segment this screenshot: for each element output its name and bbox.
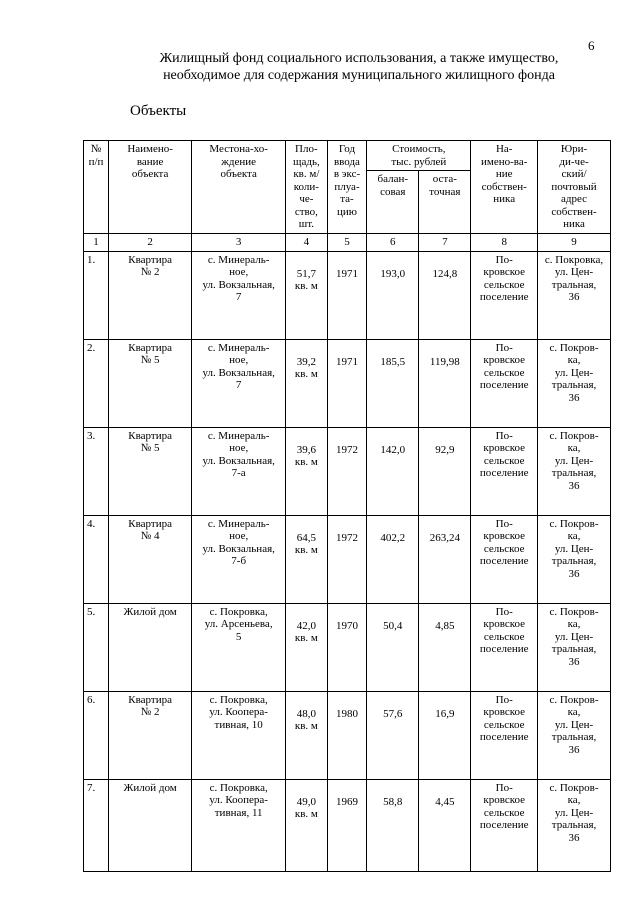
cost-residual: 119,98 [419, 339, 471, 427]
object-area: 49,0 кв. м [286, 779, 328, 871]
object-location: с. Минераль- ное, ул. Вокзальная, 7-б [192, 515, 286, 603]
row-index: 3. [84, 427, 109, 515]
owner-address: с. Покров- ка, ул. Цен- тральная, 36 [538, 779, 611, 871]
table-row [84, 515, 611, 603]
owner-name: По- кровское сельское поселение [471, 515, 538, 603]
header-address: Юри- ди-че- ский/ почтовый адрес собствен- ника [538, 141, 611, 234]
table-row [84, 427, 611, 515]
column-number: 6 [367, 233, 419, 251]
object-name: Квартира № 2 [108, 691, 191, 779]
object-year: 1980 [327, 691, 367, 779]
object-name: Квартира № 5 [108, 339, 191, 427]
owner-address: с. Покров- ка, ул. Цен- тральная, 36 [538, 603, 611, 691]
table-row [84, 339, 611, 427]
column-number: 7 [419, 233, 471, 251]
object-year: 1972 [327, 427, 367, 515]
object-area: 39,6 кв. м [286, 427, 328, 515]
object-area: 64,5 кв. м [286, 515, 328, 603]
page-number: 6 [588, 38, 595, 53]
object-year: 1971 [327, 339, 367, 427]
cost-residual: 4,85 [419, 603, 471, 691]
owner-name: По- кровское сельское поселение [471, 339, 538, 427]
owner-address: с. Покров- ка, ул. Цен- тральная, 36 [538, 427, 611, 515]
cost-book: 50,4 [367, 603, 419, 691]
cost-book: 142,0 [367, 427, 419, 515]
cost-book: 193,0 [367, 251, 419, 339]
document-title: Жилищный фонд социального использования, а также имущество, необходимое для содержания муниципального жилищного фонда [159, 51, 559, 83]
cost-residual: 4,45 [419, 779, 471, 871]
column-number: 9 [538, 233, 611, 251]
header-name: Наимено- вание объекта [108, 141, 191, 234]
header-location: Местона-хо- ждение объекта [192, 141, 286, 234]
object-area: 48,0 кв. м [286, 691, 328, 779]
object-year: 1972 [327, 515, 367, 603]
object-location: с. Покровка, ул. Коопера- тивная, 11 [192, 779, 286, 871]
owner-address: с. Покровка, ул. Цен- тральная, 36 [538, 251, 611, 339]
owner-name: По- кровское сельское поселение [471, 691, 538, 779]
object-year: 1971 [327, 251, 367, 339]
owner-name: По- кровское сельское поселение [471, 779, 538, 871]
owner-name: По- кровское сельское поселение [471, 427, 538, 515]
cost-book: 58,8 [367, 779, 419, 871]
objects-table [83, 140, 611, 872]
table-row [84, 691, 611, 779]
object-area: 42,0 кв. м [286, 603, 328, 691]
row-index: 2. [84, 339, 109, 427]
column-number-row [84, 233, 611, 251]
owner-name: По- кровское сельское поселение [471, 251, 538, 339]
cost-residual: 263,24 [419, 515, 471, 603]
owner-address: с. Покров- ка, ул. Цен- тральная, 36 [538, 691, 611, 779]
owner-address: с. Покров- ка, ул. Цен- тральная, 36 [538, 339, 611, 427]
header-owner: На- имено-ва- ние собствен- ника [471, 141, 538, 234]
table-header-row [84, 141, 611, 171]
object-area: 51,7 кв. м [286, 251, 328, 339]
header-idx: № п/п [84, 141, 109, 234]
object-location: с. Минераль- ное, ул. Вокзальная, 7 [192, 339, 286, 427]
table-row [84, 603, 611, 691]
object-location: с. Минераль- ное, ул. Вокзальная, 7-а [192, 427, 286, 515]
cost-residual: 124,8 [419, 251, 471, 339]
table-row [84, 779, 611, 871]
row-index: 5. [84, 603, 109, 691]
column-number: 5 [327, 233, 367, 251]
column-number: 8 [471, 233, 538, 251]
object-location: с. Покровка, ул. Коопера- тивная, 10 [192, 691, 286, 779]
row-index: 1. [84, 251, 109, 339]
cost-book: 185,5 [367, 339, 419, 427]
row-index: 7. [84, 779, 109, 871]
owner-name: По- кровское сельское поселение [471, 603, 538, 691]
object-name: Квартира № 2 [108, 251, 191, 339]
header-cost-residual: оста- точная [419, 171, 471, 234]
object-name: Квартира № 4 [108, 515, 191, 603]
owner-address: с. Покров- ка, ул. Цен- тральная, 36 [538, 515, 611, 603]
object-area: 39,2 кв. м [286, 339, 328, 427]
row-index: 6. [84, 691, 109, 779]
object-location: с. Минераль- ное, ул. Вокзальная, 7 [192, 251, 286, 339]
header-year: Год ввода в экс- плуа-та- цию [327, 141, 367, 234]
cost-book: 57,6 [367, 691, 419, 779]
table-row [84, 251, 611, 339]
cost-book: 402,2 [367, 515, 419, 603]
header-cost: Стоимость, тыс. рублей [367, 141, 471, 171]
section-label: Объекты [130, 103, 187, 119]
cost-residual: 16,9 [419, 691, 471, 779]
object-name: Жилой дом [108, 603, 191, 691]
object-year: 1970 [327, 603, 367, 691]
header-cost-book: балан- совая [367, 171, 419, 234]
column-number: 3 [192, 233, 286, 251]
column-number: 1 [84, 233, 109, 251]
column-number: 2 [108, 233, 191, 251]
column-number: 4 [286, 233, 328, 251]
header-area: Пло- щадь, кв. м/ коли- че- ство, шт. [286, 141, 328, 234]
row-index: 4. [84, 515, 109, 603]
object-location: с. Покровка, ул. Арсеньева, 5 [192, 603, 286, 691]
object-name: Жилой дом [108, 779, 191, 871]
object-year: 1969 [327, 779, 367, 871]
cost-residual: 92,9 [419, 427, 471, 515]
object-name: Квартира № 5 [108, 427, 191, 515]
